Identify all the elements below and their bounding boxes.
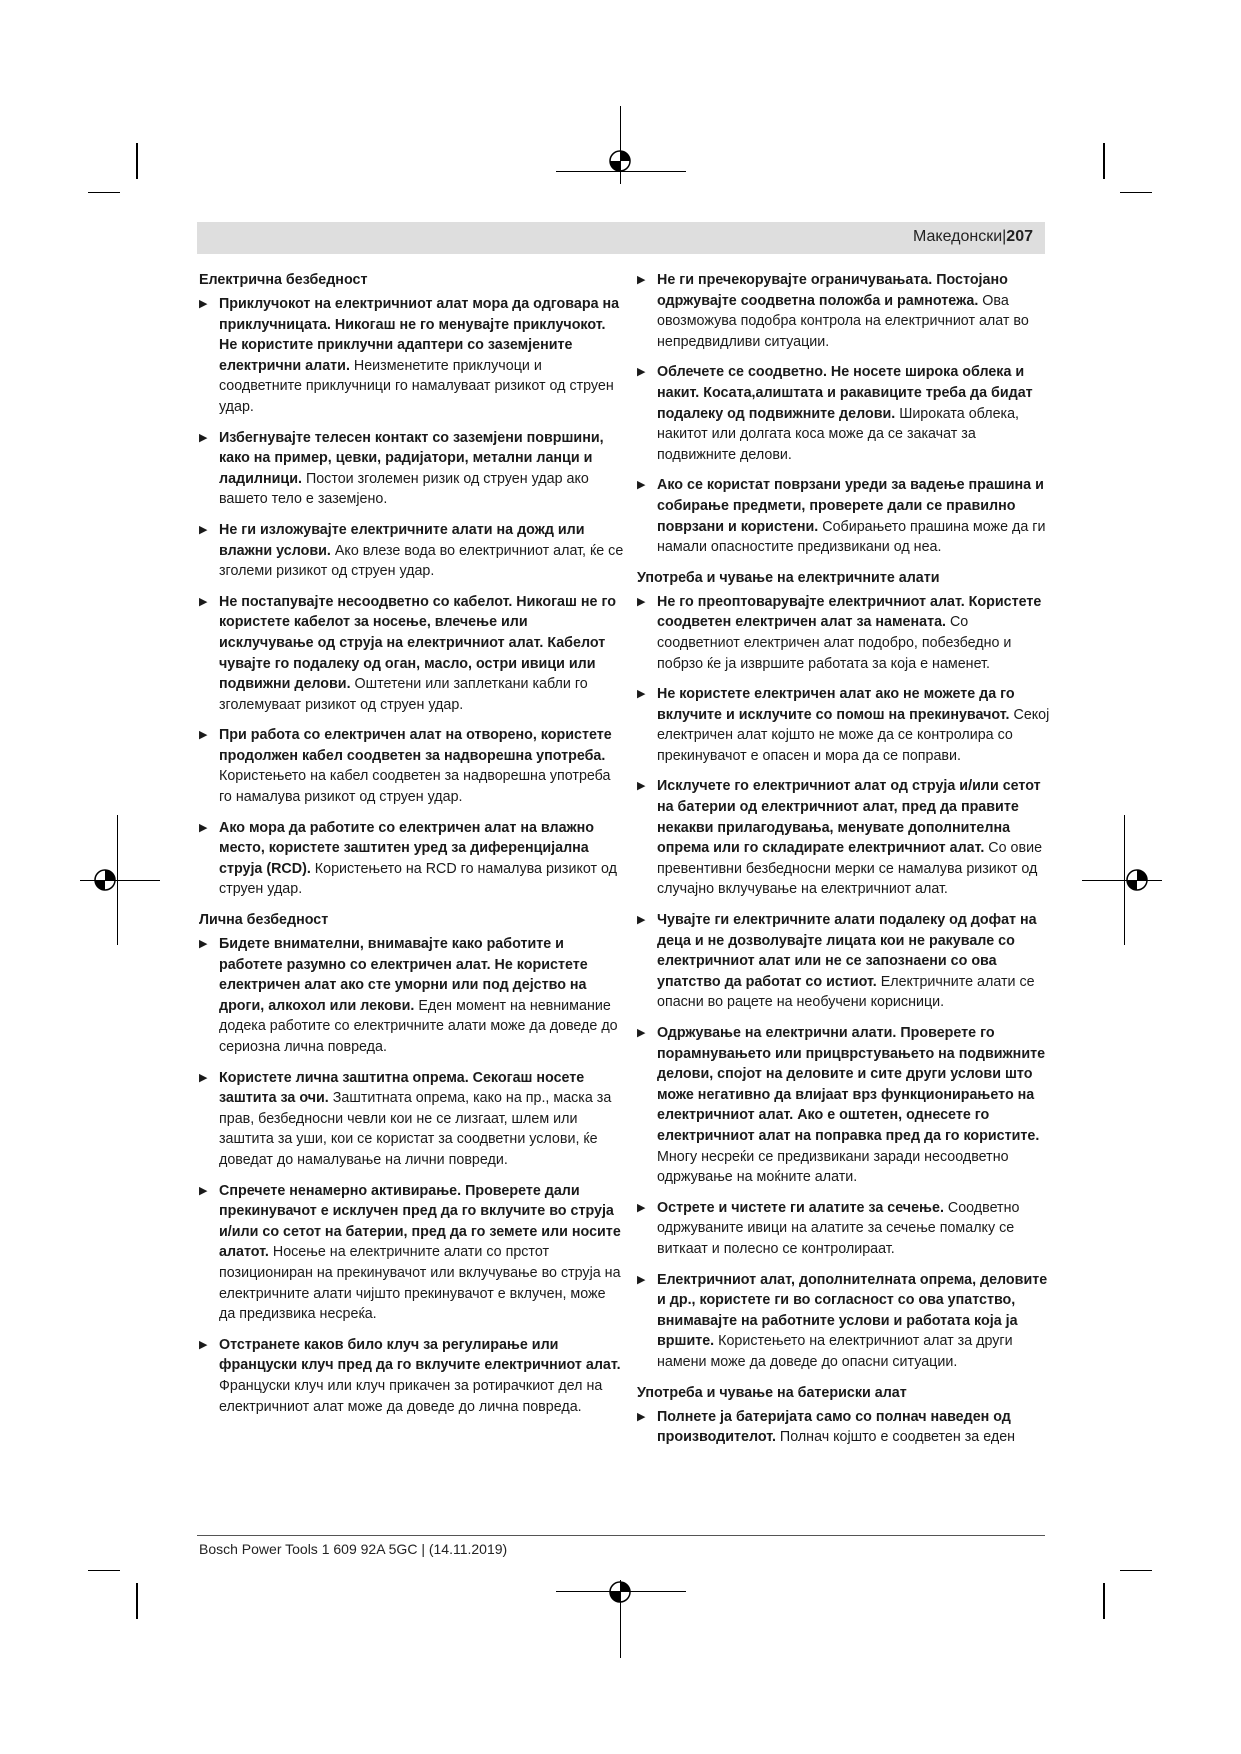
crop-mark (1103, 1583, 1105, 1619)
header-text (913, 228, 1033, 246)
triangle-bullet-icon: ▶ (199, 1184, 208, 1197)
crop-mark (1120, 192, 1152, 193)
instruction-item (199, 725, 624, 807)
triangle-bullet-icon: ▶ (199, 729, 208, 742)
instruction-bold: Електричниот алат, дополнителната опрема, деловите и др., користете ги во согласност со ова упатство, внимавајте на работните услови и работата која ја вршите. (657, 1271, 1048, 1350)
footer-rule (197, 1535, 1045, 1536)
triangle-bullet-icon: ▶ (637, 914, 646, 927)
instruction-text: Постои зголемен ризик од струен удар ако вашето тело е заземјено. (219, 470, 589, 508)
instruction-text: Со овие превентивни безбедносни мерки се намалува ризикот од случајно вклучување на електричниот алат. (657, 840, 1043, 898)
triangle-bullet-icon: ▶ (637, 780, 646, 793)
instruction-text: Ако влезе вода во електричниот алат, ќе се зголеми ризикот од струен удар. (219, 542, 624, 580)
triangle-bullet-icon: ▶ (199, 595, 208, 608)
registration-line (1082, 880, 1162, 881)
instruction-item (199, 428, 624, 510)
crop-mark (1120, 1570, 1152, 1571)
triangle-bullet-icon: ▶ (637, 1027, 646, 1039)
instruction-text: Секој електричен алат којшто не може да се контролира со прекинувачот е опасен и мора да се поправи. (657, 706, 1050, 764)
instruction-item (199, 294, 624, 418)
footer-text: Bosch Power Tools 1 609 92A 5GC | (14.11.2019) (199, 1541, 508, 1557)
instruction-item (199, 1181, 624, 1325)
section-heading: Употреба и чување на батериски алат (637, 1384, 907, 1401)
instruction-bold: При работа со електричен алат на отворено, користете продолжен кабел соодветен за надворешна употреба. (219, 727, 612, 764)
instruction-item (637, 1407, 1052, 1448)
triangle-bullet-icon: ▶ (199, 523, 208, 536)
registration-target-icon (92, 867, 118, 893)
instruction-bold: Избегнувајте телесен контакт со заземјени површини, како на пример, цевки, радијатори, метални ланци и ладилници. (219, 429, 604, 487)
instruction-text: Користењето на електричниот алат за други намени може да доведе до опасни ситуации. (657, 1333, 1013, 1370)
right-column (637, 270, 1052, 1458)
instruction-text: Електричните алати се опасни во рацете на необучени корисници. (657, 973, 1035, 1011)
instruction-item (199, 520, 624, 582)
instruction-text: Со соодветниот електричен алат подобро, побезбедно и побрзо ќе ја извршите работата за која е наменет. (657, 614, 1012, 672)
registration-target-icon (607, 1579, 633, 1605)
triangle-bullet-icon: ▶ (637, 595, 646, 608)
instruction-bold: Не ги пречекорувајте ограничувањата. Постојано одржувајте соодветна положба и рамнотежа. (657, 272, 1008, 309)
triangle-bullet-icon: ▶ (199, 1338, 208, 1351)
crop-mark (1103, 143, 1105, 179)
page-header (197, 222, 1045, 254)
instruction-text: Соодветно одржуваните ивици на алатите за сечење помалку се виткаат и полесно се контролираат. (657, 1199, 1020, 1257)
registration-target-icon (607, 148, 633, 174)
instruction-text: Неизменетите приклучоци и соодветните приклучници го намалуваат ризикот од струен удар. (219, 357, 614, 415)
instruction-item (637, 270, 1052, 352)
instruction-text: Оштетени или заплеткани кабли го зголемуваат ризикот од струен удар. (219, 676, 588, 713)
instruction-bold: Полнете ја батеријата само со полнач наведен од производителот. (657, 1408, 1011, 1446)
instruction-text: Користењето на кабел соодветен за надворешна употреба го намалува ризикот од струен удар. (219, 768, 611, 806)
instruction-bold: Користете лична заштитна опрема. Секогаш носете заштита за очи. (219, 1069, 585, 1107)
instruction-item (637, 1270, 1052, 1373)
instruction-bold: Одржување на електрични алати. Проверете го порамнувањето или прицврстувањето на подвижните делови, спојот на деловите и сите други услови што може негативно да влијаат врз функционирањето на електричниот алат. Ако е оштетен, однесете го електричниот алат на поправка пред да го користите. (657, 1025, 1046, 1144)
instruction-text: Широката облека, накитот или долгата коса може да се закачат за подвижните делови. (657, 405, 1020, 463)
instruction-bold: Спречете ненамерно активирање. Проверете дали прекинувачот е исклучен пред да го вклучите во струја и/или со сетот на батерии, пред да го земете или носите алатот. (219, 1182, 621, 1261)
triangle-bullet-icon: ▶ (199, 821, 208, 834)
instruction-text: Носење на електричните алати со прстот позициониран на прекинувачот или вклучување во струја на електричните алати чијшто прекинувачот е вклучен, може да предизвика несреќа. (219, 1244, 621, 1323)
section-heading: Лична безбедност (199, 912, 329, 929)
header-separator: | (1002, 228, 1007, 245)
triangle-bullet-icon: ▶ (637, 479, 646, 492)
instruction-text: Полнач којшто е соодветен за еден (775, 1429, 1016, 1446)
triangle-bullet-icon: ▶ (637, 1410, 646, 1423)
instruction-bold: Не го преоптоварувајте електричниот алат. Користете соодветен електричен алат за намената. (657, 593, 1042, 631)
instruction-bold: Отстранете каков било клуч за регулирање или француски клуч пред да го вклучите електричниот алат. (219, 1336, 621, 1374)
instruction-text: Многу несреќи се предизвикани заради несоодветно одржување на моќните алати. (657, 1148, 1009, 1186)
triangle-bullet-icon: ▶ (637, 1201, 646, 1214)
instruction-text: Собирањето прашина може да ги намали опасностите предизвикани од неа. (657, 518, 1046, 556)
instruction-bold: Не користете електричен алат ако не можете да го вклучите и исклучите со помош на прекинувачот. (657, 686, 1015, 723)
triangle-bullet-icon: ▶ (199, 298, 208, 310)
registration-target-icon (1124, 867, 1150, 893)
instruction-bold: Бидете внимателни, внимавајте како работите и работете разумно со електричен алат. Не користете електричен алат ако сте уморни или под дејство на дроги, алкохол или лекови. (219, 936, 588, 1014)
crop-mark (88, 192, 120, 193)
instruction-bold: Ако се користат поврзани уреди за вадење прашина и собирање предмети, проверете дали се правилно поврзани и користени. (657, 477, 1044, 535)
instruction-text: Ова овозможува подобра контрола на електричниот алат во непредвидливи ситуации. (657, 292, 1029, 350)
triangle-bullet-icon: ▶ (199, 431, 208, 444)
instruction-item (637, 910, 1052, 1013)
instruction-item (199, 1335, 624, 1417)
instruction-text: Користењето на RCD го намалува ризикот од струен удар. (219, 860, 618, 898)
instruction-bold: Облечете се соодветно. Не носете широка облека и накит. Косата,алиштата и ракавиците треба да бидат подалеку од подвижните делови. (657, 364, 1033, 422)
page-number: 207 (1006, 228, 1033, 245)
instruction-bold: Не постапувајте несоодветно со кабелот. Никогаш не го користете кабелот за носење, влечење или исклучување од струја на електричниот алат. Кабелот чувајте го подалеку од оган, масло, остри ивици или подвижни делови. (219, 593, 616, 693)
instruction-item (637, 475, 1052, 557)
instruction-item (199, 592, 624, 716)
instruction-item (637, 362, 1052, 465)
instruction-bold: Приклучокот на електричниот алат мора да одговара на приклучницата. Никогаш не го менувајте приклучокот. Не користите приклучни адаптери со заземјените електрични алати. (219, 296, 620, 374)
instruction-item (637, 776, 1052, 900)
instruction-item (199, 934, 624, 1058)
header-language: Македонски (913, 228, 1003, 245)
triangle-bullet-icon: ▶ (199, 938, 208, 951)
instruction-bold: Исклучете го електричниот алат од струја и/или сетот на батерии од електричниот алат, пред да правите некакви прилагодувања, менувате дополнителна опрема или го складирате електричниот алат. (657, 778, 1041, 857)
instruction-bold: Острете и чистете ги алатите за сечење. (657, 1199, 944, 1216)
instruction-text: Заштитната опрема, како на пр., маска за прав, безбедносни чевли кои не се лизгаат, шлем или заштита за уши, кои се користат за соодветни услови, ќе доведат до намалување на лични повреди. (219, 1090, 612, 1168)
crop-mark (88, 1570, 120, 1571)
triangle-bullet-icon: ▶ (637, 1273, 646, 1286)
instruction-item (199, 1068, 624, 1171)
instruction-text: Француски клуч или клуч прикачен за ротирачкиот дел на електричниот алат може да доведе до лична повреда. (219, 1377, 603, 1415)
triangle-bullet-icon: ▶ (637, 274, 646, 286)
triangle-bullet-icon: ▶ (637, 366, 646, 379)
triangle-bullet-icon: ▶ (637, 688, 646, 701)
crop-mark (136, 143, 138, 179)
instruction-bold: Ако мора да работите со електричен алат на влажно место, користете заштитен уред за диференцијална струја (RCD). (219, 819, 595, 877)
instruction-item (637, 1198, 1052, 1260)
instruction-item (637, 592, 1052, 674)
instruction-text: Еден момент на невнимание додека работите со електричните алати може да доведе до сериозна лична повреда. (219, 997, 618, 1055)
triangle-bullet-icon: ▶ (199, 1071, 208, 1084)
section-heading: Електрична безбедност (199, 272, 368, 288)
left-column (199, 270, 624, 1427)
instruction-bold: Чувајте ги електричните алати подалеку од дофат на деца и не дозволувајте лицата кои не ракувале со електричниот алат или не се запознаени со ова упатство да работат со истиот. (657, 912, 1037, 990)
instruction-item (637, 1023, 1052, 1188)
crop-mark (136, 1583, 138, 1619)
section-heading: Употреба и чување на електричните алати (637, 569, 940, 586)
instruction-item (637, 684, 1052, 766)
instruction-bold: Не ги изложувајте електричните алати на дожд или влажни услови. (219, 521, 585, 559)
instruction-item (199, 818, 624, 900)
